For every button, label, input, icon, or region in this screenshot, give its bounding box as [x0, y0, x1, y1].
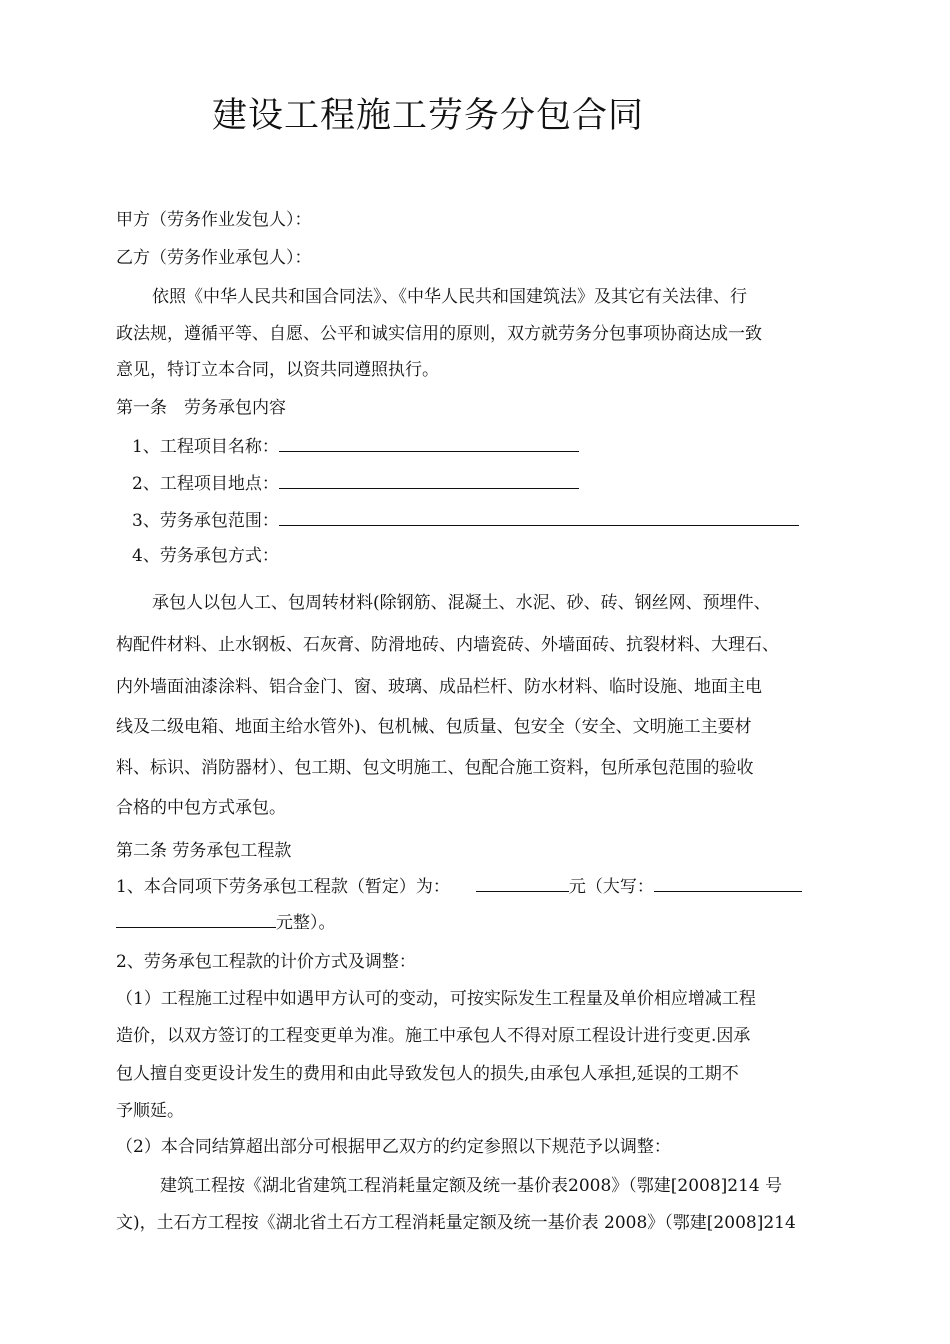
- project-location-field: [132, 472, 579, 495]
- scope-field: [132, 509, 799, 532]
- project-name-label: 1、工程项目名称：: [132, 437, 279, 457]
- method-label: 4、劳务承包方式：: [132, 546, 279, 566]
- party-a-line: 甲方（劳务作业发包人）：: [116, 210, 312, 230]
- clause1-line: （1）工程施工过程中如遇甲方认可的变动，可按实际发生工程量及单价相应增减工程: [116, 989, 756, 1009]
- amount-words-blank: [654, 875, 802, 892]
- clause1-line: 造价，以双方签订的工程变更单为准。施工中承包人不得对原工程设计进行变更.因承: [116, 1026, 751, 1046]
- preamble-line: 政法规，遵循平等、自愿、公平和诚实信用的原则，双方就劳务分包事项协商达成一致: [116, 324, 762, 344]
- clause1-line: 予顺延。: [116, 1101, 184, 1121]
- project-name-field: [132, 435, 579, 458]
- method-line: 内外墙面油漆涂料、铝合金门、窗、玻璃、成品栏杆、防水材料、临时设施、地面主电: [116, 677, 762, 697]
- method-line: 构配件材料、止水钢板、石灰膏、防滑地砖、内墙瓷砖、外墙面砖、抗裂材料、大理石、: [116, 635, 779, 655]
- amount-words-end: 元整）。: [276, 913, 336, 933]
- method-line: 承包人以包人工、包周转材料(除钢筋、混凝土、水泥、砂、砖、钢丝网、预埋件、: [152, 593, 771, 613]
- amount-blank: [476, 875, 569, 892]
- party-b-line: 乙方（劳务作业承包人）：: [116, 248, 312, 268]
- clause2-line: （2）本合同结算超出部分可根据甲乙双方的约定参照以下规范予以调整：: [116, 1137, 671, 1157]
- contract-price-label: 1、本合同项下劳务承包工程款（暂定）为：: [116, 877, 450, 897]
- article2-heading: 第二条 劳务承包工程款: [116, 841, 292, 861]
- method-line: 料、标识、消防器材）、包工期、包文明施工、包配合施工资料，包所承包范围的验收: [116, 758, 754, 778]
- project-name-blank: [279, 435, 579, 452]
- preamble-line: 意见，特订立本合同，以资共同遵照执行。: [116, 360, 439, 380]
- amount-words-label: 元（大写：: [568, 877, 654, 897]
- document-title: 建设工程施工劳务分包合同: [212, 96, 645, 136]
- amount-words-line: [116, 911, 336, 934]
- project-location-blank: [279, 472, 579, 489]
- amount-words-blank-2: [116, 911, 276, 928]
- contract-price-line: [116, 875, 802, 898]
- clause1-line: 包人擅自变更设计发生的费用和由此导致发包人的损失,由承包人承担,延误的工期不: [116, 1064, 739, 1084]
- project-location-label: 2、工程项目地点：: [132, 474, 279, 494]
- method-line: 线及二级电箱、地面主给水管外)、包机械、包质量、包安全（安全、文明施工主要材: [116, 717, 752, 737]
- standards-line: 文)，土石方工程按《湖北省土石方工程消耗量定额及统一基价表 2008》（鄂建[2008]214: [116, 1213, 796, 1233]
- method-line: 合格的中包方式承包。: [116, 798, 286, 818]
- preamble-line: 依照《中华人民共和国合同法》、《中华人民共和国建筑法》及其它有关法律、行: [152, 287, 747, 307]
- scope-label: 3、劳务承包范围：: [132, 511, 279, 531]
- standards-line: 建筑工程按《湖北省建筑工程消耗量定额及统一基价表2008》（鄂建[2008]214 号: [160, 1176, 783, 1196]
- scope-blank: [279, 509, 799, 526]
- article1-heading: 第一条 劳务承包内容: [116, 398, 286, 418]
- pricing-method-line: 2、劳务承包工程款的计价方式及调整：: [116, 952, 416, 972]
